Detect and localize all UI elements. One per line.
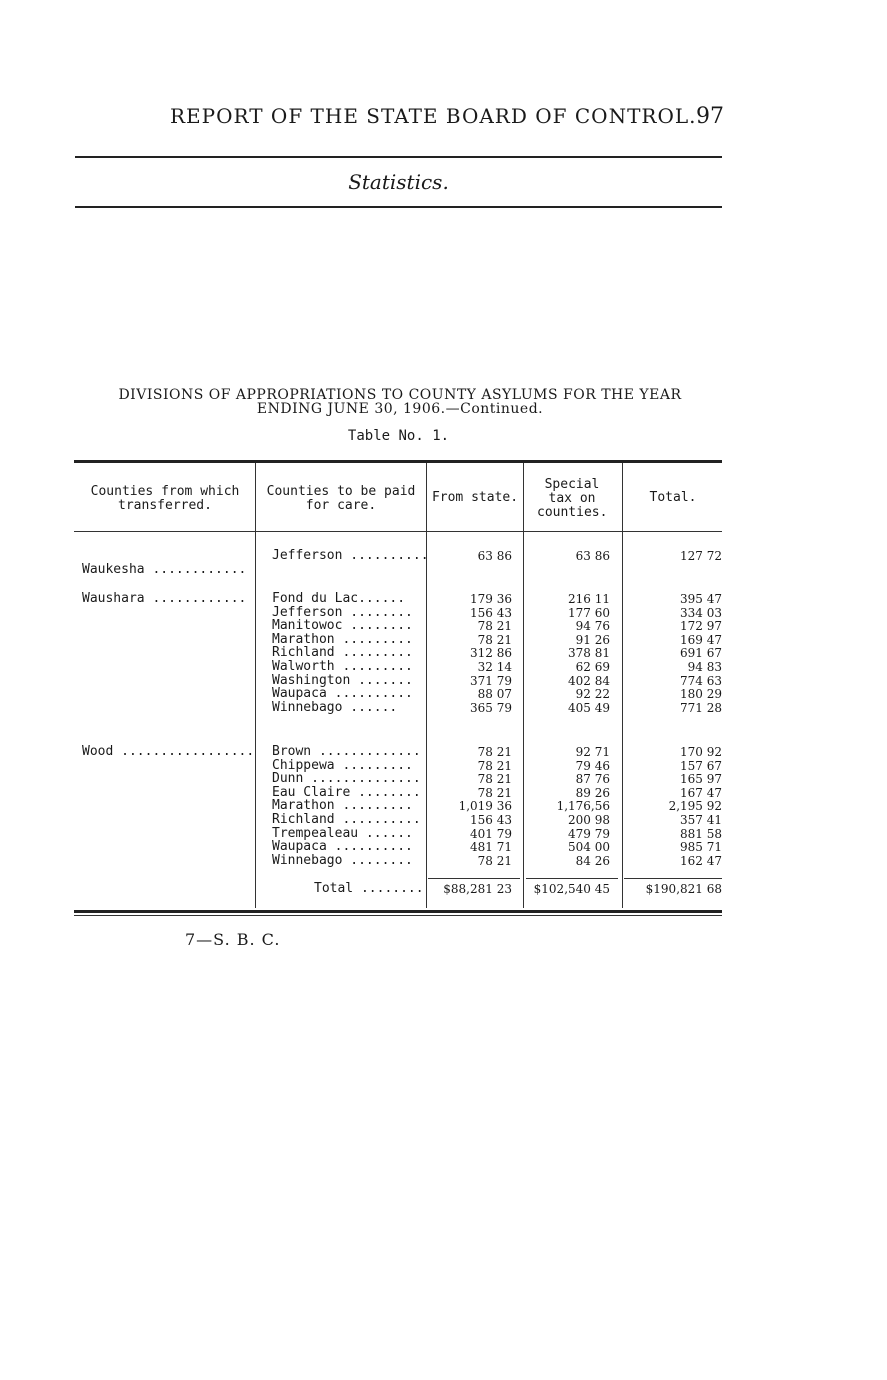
row-total-amount: 357 41 [680,813,722,827]
from-state-amount: 1,019 36 [458,799,512,814]
from-state-amount: 365 79 [470,700,512,715]
special-tax-amount: 91 26 [575,632,610,647]
table-header-rule [74,531,722,532]
special-tax-amount: 92 71 [575,745,610,759]
to-county-label: Waupaca .......... [272,839,413,855]
special-tax-amount: 177 60 [568,605,610,620]
from-state-amount: 78 21 [477,772,512,787]
header-from-state: From state. [431,490,519,505]
to-county-label: Manitowoc ........ [272,618,413,634]
table-bottom-rule [74,910,722,913]
to-county-label: Chippewa ......... [272,757,413,773]
from-state-amount: 32 14 [477,660,512,674]
special-tax-amount: 378 81 [568,646,610,661]
row-total-amount: 771 28 [680,700,722,715]
to-county-label: Walworth ......... [272,659,413,674]
total-rule-tax [526,878,618,879]
table-caption-line-1: DIVISIONS OF APPROPRIATIONS TO COUNTY ASYLUMS FOR THE YEAR [118,387,682,403]
from-state-amount: 156 43 [470,813,512,827]
running-header-title: REPORT OF THE STATE BOARD OF CONTROL. [170,104,697,128]
to-county-label: Jefferson ........ [272,604,413,620]
row-total-amount: 157 67 [680,758,722,773]
special-tax-amount: 402 84 [568,673,610,688]
table-number: Table No. 1. [347,428,450,444]
from-state-amount: 156 43 [470,605,512,620]
total-grand: $190,821 68 [645,882,722,896]
row-total-amount: 94 83 [687,660,722,674]
row-total-amount: 165 97 [680,772,722,787]
row-total-amount: 774 63 [680,673,722,688]
table-top-rule [74,460,722,463]
header-total: Total. [649,490,697,505]
special-tax-amount: 504 00 [568,840,610,855]
to-county-label: Marathon ......... [272,798,413,814]
special-tax-amount: 1,176,56 [556,799,610,814]
from-state-amount: 63 86 [477,549,512,563]
special-tax-amount: 89 26 [575,785,610,800]
column-divider-4 [622,463,623,908]
header-special-tax: Special tax on counties. [537,477,608,520]
row-total-amount: 167 47 [680,785,722,800]
signature-mark: 7—S. B. C. [185,930,281,949]
row-total-amount: 169 47 [680,632,722,647]
column-divider-1 [255,463,256,908]
from-state-amount: 78 21 [477,745,512,759]
to-county-label: Winnebago ........ [272,852,413,868]
special-tax-amount: 87 76 [575,772,610,787]
to-county-label: Trempealeau ...... [272,825,413,841]
special-tax-amount: 79 46 [575,758,610,773]
from-state-amount: 78 21 [477,758,512,773]
total-from-state: $88,281 23 [443,882,512,896]
special-tax-amount: 200 98 [568,813,610,827]
row-total-amount: 172 97 [680,619,722,634]
column-divider-2 [426,463,427,908]
row-total-amount: 162 47 [680,853,722,868]
special-tax-amount: 405 49 [568,700,610,715]
from-county-label: Waushara ............ [82,591,247,606]
from-state-amount: 371 79 [470,673,512,688]
from-state-amount: 312 86 [470,646,512,661]
from-county-label: Waukesha ............ [82,562,247,577]
special-tax-amount: 84 26 [575,853,610,868]
special-tax-amount: 94 76 [575,619,610,634]
from-state-amount: 481 71 [470,840,512,855]
special-tax-amount: 216 11 [568,592,610,606]
header-to-county: Counties to be paid for care. [266,484,416,513]
special-tax-amount: 63 86 [575,549,610,563]
special-tax-amount: 479 79 [568,826,610,841]
section-title: Statistics. [348,170,449,194]
row-total-amount: 127 72 [680,549,722,563]
total-special-tax: $102,540 45 [533,882,610,896]
from-state-amount: 179 36 [470,592,512,606]
row-total-amount: 180 29 [680,687,722,702]
to-county-label: Eau Claire ........ [272,784,421,800]
to-county-label: Fond du Lac...... [272,591,406,606]
to-county-label: Winnebago ...... [272,699,398,715]
row-total-amount: 985 71 [680,840,722,855]
column-divider-3 [523,463,524,908]
row-total-amount: 170 92 [680,745,722,759]
total-label: Total ........ [314,881,424,896]
special-tax-amount: 92 22 [575,687,610,702]
page-number: 97 [696,104,724,129]
header-rule [75,156,722,158]
from-state-amount: 78 21 [477,632,512,647]
from-county-label: Wood ................. [82,744,255,759]
to-county-label: Waupaca .......... [272,686,413,702]
row-total-amount: 881 58 [680,826,722,841]
to-county-label: Brown ............. [272,744,421,759]
from-state-amount: 88 07 [477,687,512,702]
total-rule-state [428,878,520,879]
table-caption-line-2: ENDING JUNE 30, 1906.—Continued. [256,401,544,417]
to-county-label: Jefferson .......... [272,548,429,563]
to-county-label: Marathon ......... [272,631,413,647]
header-from-county: Counties from which transferred. [90,484,240,513]
row-total-amount: 691 67 [680,646,722,661]
from-state-amount: 78 21 [477,853,512,868]
row-total-amount: 395 47 [680,592,722,606]
section-rule [75,206,722,208]
table-bottom-rule-2 [74,915,722,916]
total-rule-total [624,878,722,879]
from-state-amount: 78 21 [477,619,512,634]
to-county-label: Dunn .............. [272,771,421,787]
row-total-amount: 334 03 [680,605,722,620]
from-state-amount: 401 79 [470,826,512,841]
to-county-label: Washington ....... [272,672,413,688]
to-county-label: Richland .......... [272,812,421,827]
to-county-label: Richland ......... [272,645,413,661]
from-state-amount: 78 21 [477,785,512,800]
special-tax-amount: 62 69 [575,660,610,674]
row-total-amount: 2,195 92 [668,799,722,814]
